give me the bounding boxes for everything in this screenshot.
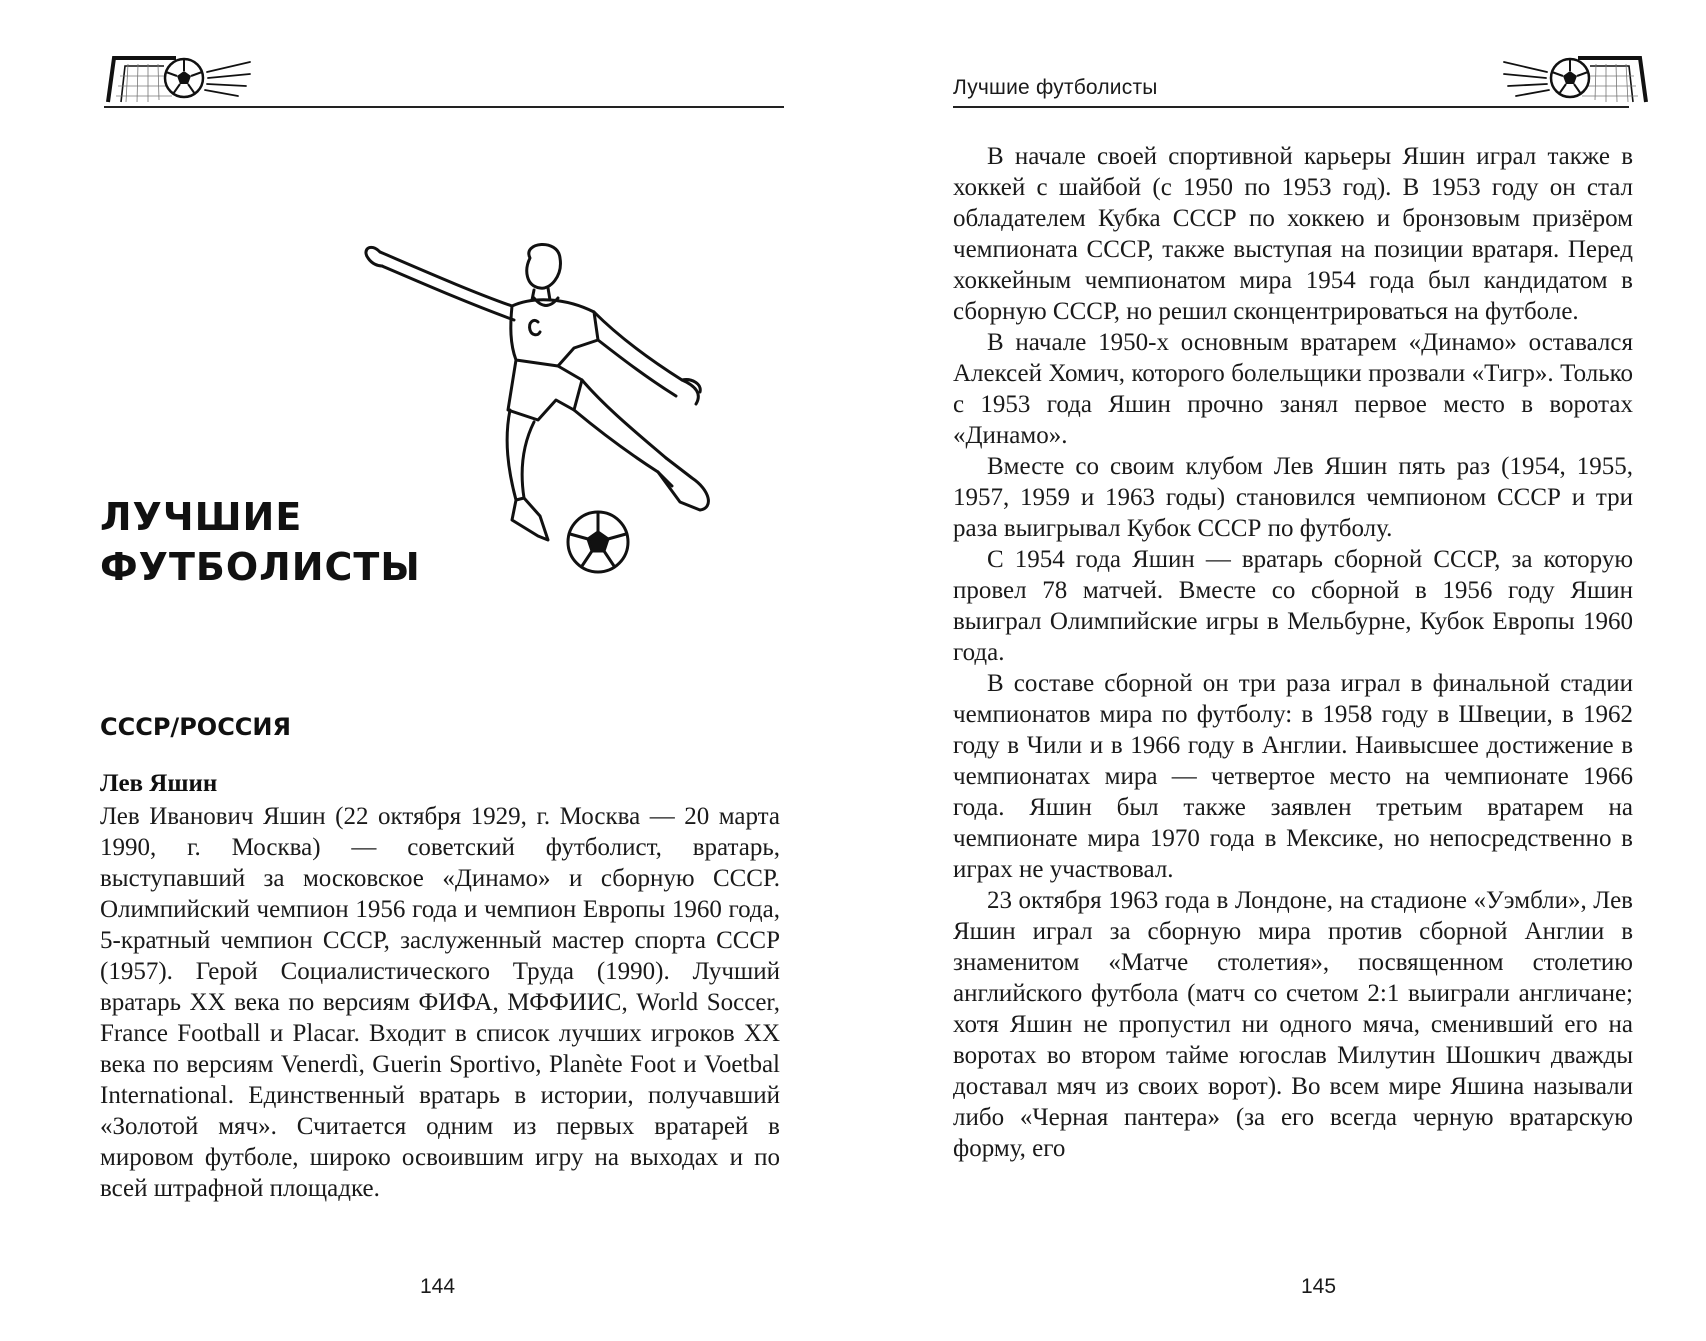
page-number: 144 [420,1275,456,1298]
right-page [853,0,1706,1341]
person-name: Лев Яшин [100,770,218,797]
page-number: 145 [1301,1275,1337,1298]
section-heading: СССР/РОССИЯ [100,713,291,741]
body-paragraph: В составе сборной он три раза играл в финальной стадии чемпионатов мира по футболу: в 1958 году в Швеции, в 1962 году в Чили и в 1966 году в Англии. Наивысшее достижение в чемпионатах мира — четвертое место на чемпионате 1966 года. Яшин был также заявлен третьим вратарем на чемпионате мира 1970 года в Мексике, но непосредственно в играх не участвовал. [953,670,1633,883]
running-head: Лучшие футболисты [953,76,1158,99]
body-paragraph: В начале 1950-х основным вратарем «Динамо» оставался Алексей Хомич, которого болельщики прозвали «Тигр». Только с 1953 года Яшин прочно занял первое место в воротах «Динамо». [953,329,1633,449]
header-rule [104,106,784,108]
body-paragraph: Лев Иванович Яшин (22 октября 1929, г. Москва — 20 марта 1990, г. Москва) — советский футболист, вратарь, выступавший за московское «Динамо» и сборную СССР. Олимпийский чемпион 1956 года и чемпион Европы 1960 года, 5-кратный чемпион СССР, заслуженный мастер спорта СССР (1957). Герой Социалистического Труда (1990). Лучший вратарь XX века по версиям ФИФА, МФФИИС, World Soccer, France Football и Placar. Входит в список лучших игроков XX века по версиям Venerdì, Guerin Sportivo, Planète Foot и Voetbal International. Единственный вратарь в истории, получавший «Золотой мяч». Считается одним из первых вратарей в мировом футболе, широко освоившим игру на выходах и по всей штрафной площадке. [100,803,780,1202]
chapter-title-line-2: ФУТБОЛИСТЫ [100,545,421,589]
header-rule [953,106,1629,108]
body-paragraph: С 1954 года Яшин — вратарь сборной СССР, за которую провел 78 матчей. Вместе со сборной в 1956 году Яшин выиграл Олимпийские игры в Мельбурне, Кубок Европы 1960 года. [953,546,1633,666]
article-text [953,141,1633,1164]
chapter-title-line-1: ЛУЧШИЕ [100,495,303,539]
soccer-goal-ball-icon [1500,48,1650,106]
biography-text [100,801,780,1204]
body-paragraph: 23 октября 1963 года в Лондоне, на стадионе «Уэмбли», Лев Яшин играл за сборную мира против сборной Англии в знаменитом «Матче столетия», посвященном столетию английского футбола (матч со счетом 2:1 выиграли англичане; хотя Яшин не пропустил ни одного мяча, сменивший его на воротах во втором тайме югослав Милутин Шошкич дважды доставал мяч из своих ворот). Во всем мире Яшина называли либо «Черная пантера» (за его всегда черную вратарскую форму, его [953,887,1633,1162]
soccer-goal-ball-icon [104,48,254,106]
chapter-title [100,492,421,592]
football-player-kicking-illustration [362,240,792,600]
body-paragraph: Вместе со своим клубом Лев Яшин пять раз (1954, 1955, 1957, 1959 и 1963 годы) становился чемпионом СССР и три раза выигрывал Кубок СССР по футболу. [953,453,1633,542]
body-paragraph: В начале своей спортивной карьеры Яшин играл также в хоккей с шайбой (с 1950 по 1953 год). В 1953 году он стал обладателем Кубка СССР по хоккею и бронзовым призёром чемпионата СССР, также выступая на позиции вратаря. Перед хоккейным чемпионатом мира 1954 года был кандидатом в сборную СССР, но решил сконцентрироваться на футболе. [953,143,1633,325]
